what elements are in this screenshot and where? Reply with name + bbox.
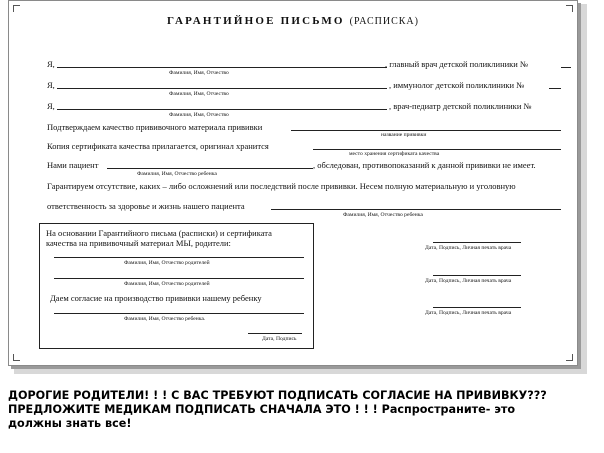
clinic-number-line[interactable] <box>549 88 561 89</box>
footer-line-1: ДОРОГИЕ РОДИТЕЛИ! ! ! С ВАС ТРЕБУЮТ ПОДПИСАТЬ СОГЛАСИЕ НА ПРИВИВКУ??? <box>8 389 547 402</box>
corner-mark <box>13 5 20 12</box>
clinic-number-line[interactable] <box>561 67 571 68</box>
parent-date-sign-caption: Дата, Подпись <box>262 336 297 342</box>
footer-line-3: должны знать все! <box>8 417 132 430</box>
cert-storage-caption: место хранения сертификата качества <box>349 151 440 157</box>
child-name-caption: Фамилия, Имя, Отчество ребенка <box>343 212 423 218</box>
row-prefix: Я, <box>47 59 55 69</box>
guarantee-line-2: ответственность за здоровье и жизнь нашего пациента <box>47 201 245 211</box>
consent-text: Даем согласие на производство прививки нашему ребенку <box>50 293 262 303</box>
quality-text: Подтверждаем качество прививочного материала прививки <box>47 122 263 132</box>
doctor-signature-caption-2: Дата, Подпись, Личная печать врача <box>425 278 512 284</box>
corner-mark <box>566 354 573 361</box>
name-caption: Фамилия, Имя, Отчество <box>169 112 229 118</box>
guarantee-line-1: Гарантируем отсутствие, каких – либо осложнений или последствий после прививки. Несем полную материальную и уголовную <box>47 181 516 191</box>
title-paren: (РАСПИСКА) <box>349 16 419 27</box>
consent-child-caption: Фамилия, Имя, Отчество ребенка. <box>124 316 206 322</box>
parent-name-line-1[interactable] <box>54 257 304 258</box>
vaccine-name-line[interactable] <box>291 130 561 131</box>
document-title <box>9 15 577 27</box>
name-caption: Фамилия, Имя, Отчество <box>169 91 229 97</box>
immunologist-name-line[interactable] <box>57 88 387 89</box>
doctor-signature-caption-3: Дата, Подпись, Личная печать врача <box>425 310 512 316</box>
corner-mark <box>566 5 573 12</box>
doctor-signature-line-2[interactable] <box>433 275 521 276</box>
cert-text: Копия сертификата качества прилагается, оригинал хранится <box>47 141 269 151</box>
consent-child-name-line[interactable] <box>54 313 304 314</box>
title-main: ГАРАНТИЙНОЕ ПИСЬМО <box>167 15 345 27</box>
child-name-line[interactable] <box>271 209 561 210</box>
parent-signature-line[interactable] <box>248 333 302 334</box>
parent-caption-2: Фамилия, Имя, Отчество родителей <box>124 281 210 287</box>
name-caption: Фамилия, Имя, Отчество <box>169 70 229 76</box>
box-intro-line-2: качества на прививочный материал МЫ, родители: <box>46 238 231 248</box>
row-prefix: Я, <box>47 101 55 111</box>
parent-consent-box <box>39 223 314 349</box>
doctor-signature-line-1[interactable] <box>433 242 521 243</box>
row-suffix: , иммунолог детской поликлиники № <box>389 80 525 90</box>
vaccine-name-caption: название прививки <box>381 132 427 138</box>
row-suffix: , врач-педиатр детской поликлиники № <box>389 101 532 111</box>
cert-storage-line[interactable] <box>313 149 561 150</box>
doctor-signature-line-3[interactable] <box>433 307 521 308</box>
row-suffix: , главный врач детской поликлиники № <box>385 59 529 69</box>
doctor-signature-caption-1: Дата, Подпись, Личная печать врача <box>425 245 512 251</box>
box-intro-line-1: На основании Гарантийного письма (расписки) и сертификата <box>46 228 272 238</box>
patient-prefix: Нами пациент <box>47 160 99 170</box>
corner-mark <box>13 354 20 361</box>
patient-caption: Фамилия, Имя, Отчество ребенка <box>137 171 217 177</box>
footer-line-2: ПРЕДЛОЖИТЕ МЕДИКАМ ПОДПИСАТЬ СНАЧАЛА ЭТО ! ! ! Распространите- это <box>8 403 516 416</box>
row-prefix: Я, <box>47 80 55 90</box>
parent-name-line-2[interactable] <box>54 278 304 279</box>
parent-caption-1: Фамилия, Имя, Отчество родителей <box>124 260 210 266</box>
patient-suffix: , обследован, противопоказаний к данной прививки не имеет. <box>313 160 536 170</box>
pediatrician-name-line[interactable] <box>57 109 387 110</box>
patient-name-line[interactable] <box>107 168 313 169</box>
head-doctor-name-line[interactable] <box>57 67 387 68</box>
guarantee-letter-form <box>8 0 578 366</box>
